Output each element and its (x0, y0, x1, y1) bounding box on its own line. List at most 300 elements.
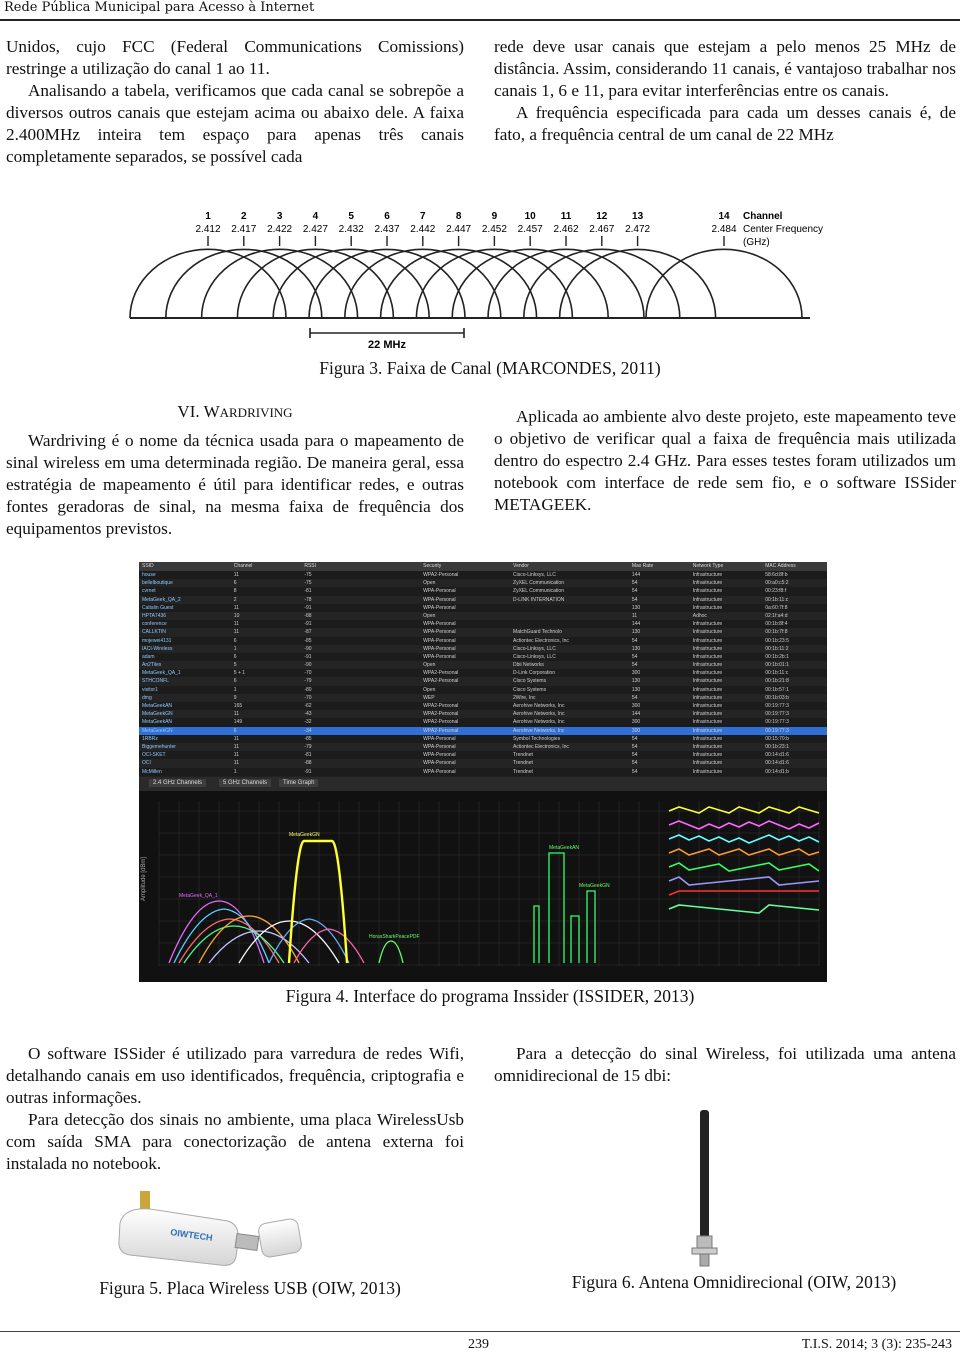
column-header[interactable]: RSSI (304, 563, 317, 569)
left-column-bottom (6, 1043, 464, 1175)
table-cell: 6 (233, 678, 237, 685)
channel-number: 3 (276, 211, 283, 222)
table-cell: Open (423, 580, 436, 587)
channel-overlap-diagram (0, 200, 960, 355)
table-cell: -79 (304, 743, 312, 750)
table-cell: Actiontec Electronics, Inc (513, 743, 569, 750)
table-cell: -81 (304, 588, 312, 595)
table-cell: ZyXEL Communication (513, 588, 564, 595)
table-cell: 00:19:77:3 (765, 703, 789, 709)
paragraph: Aplicada ao ambiente alvo deste projeto, este mapeamento teve o objetivo de verificar qual a faixa de frequência mais utilizada dentro do espectro 2.4 GHz. Para esses testes foram utilizados um notebook com interface de rede sem fio, e o software ISSider METAGEEK. (494, 407, 956, 514)
table-cell: Infrastructure (692, 768, 723, 775)
table-cell: Infrastructure (692, 752, 723, 759)
table-cell: 00:15:70:b (765, 735, 789, 742)
channel-number: 8 (455, 211, 462, 222)
table-cell: 00:1b:11:c (765, 670, 789, 677)
table-cell: OCI-SKET (142, 752, 166, 759)
table-cell: 300 (631, 703, 641, 709)
table-cell: WPA-Personal (423, 768, 456, 775)
table-cell: WPA-Personal (423, 653, 456, 660)
channel-number: 10 (524, 211, 536, 222)
channel-number: 5 (348, 211, 354, 222)
omnidirectional-antenna-image (680, 1108, 730, 1268)
table-cell: 00:19:77:3 (765, 727, 789, 734)
footer-rule (0, 1331, 960, 1332)
table-cell: McMillen (142, 768, 162, 775)
table-cell: 02:1f:a4:d (765, 612, 788, 619)
table-cell: dmg (142, 694, 152, 701)
usb-wireless-adapter-image (110, 1183, 310, 1273)
width-label: 22 MHz (368, 339, 406, 351)
table-cell: Adhoc (692, 612, 707, 619)
channel-frequency: 2.442 (410, 224, 436, 235)
table-cell: cvrnet (142, 588, 156, 595)
table-cell: -70 (304, 670, 312, 677)
table-cell: 6 (233, 580, 237, 587)
tab-24ghz[interactable]: 2.4 GHz Channels (149, 779, 206, 787)
channel-frequency: 2.447 (446, 224, 472, 235)
paragraph: A frequência especificada para cada um desses canais é, de fato, a frequência central de um canal de 22 MHz (494, 103, 956, 144)
table-cell (510, 612, 629, 620)
inssider-screenshot (139, 562, 827, 982)
channel-number: 9 (491, 211, 498, 222)
table-cell: -62 (304, 703, 312, 709)
table-cell: 54 (631, 743, 638, 750)
table-cell: MatchGuard Technolo (513, 629, 562, 636)
table-cell: 00:1b:03:b (765, 694, 789, 701)
table-cell: Open (423, 612, 436, 619)
table-row[interactable] (139, 702, 827, 710)
table-cell: -34 (304, 727, 312, 734)
table-cell: 54 (631, 760, 638, 767)
column-header[interactable]: Network Type (692, 563, 724, 569)
table-cell: Infrastructure (692, 711, 723, 718)
table-cell: Symbol Technologies (513, 735, 561, 742)
table-cell: Infrastructure (692, 662, 723, 669)
table-row[interactable] (139, 669, 827, 677)
table-cell: WPA2-Personal (423, 703, 459, 709)
table-cell: Trendnet (513, 760, 533, 767)
table-cell: Infrastructure (692, 572, 723, 578)
table-cell: MetaGeek_QA_1 (142, 670, 181, 677)
table-cell: Infrastructure (692, 727, 723, 734)
figure-4-caption: Figura 4. Interface do programa Inssider (ISSIDER, 2013) (285, 986, 695, 1006)
table-cell: -85 (304, 637, 312, 644)
table-cell: Infrastructure (692, 596, 723, 603)
section-heading: VI. WARDRIVING (177, 402, 293, 421)
table-cell: WPA-Personal (423, 588, 456, 595)
tab-bar (139, 777, 827, 791)
table-cell: 00:1b:01:1 (765, 662, 789, 669)
table-cell: 00:1b:2b:1 (765, 653, 789, 660)
channel-frequency: 2.484 (711, 224, 737, 235)
table-cell: 00:23:f8:f (765, 588, 787, 595)
channel-frequency: 2.437 (374, 224, 400, 235)
paragraph: Para detecção dos sinais no ambiente, uma placa WirelessUsb com saída SMA para conectorização de antena externa foi instalada no notebook. (6, 1110, 464, 1173)
channel-arc (273, 249, 429, 318)
table-cell: 11 (233, 752, 239, 759)
table-cell: Cisco-Linksys, LLC (513, 645, 556, 652)
table-cell: WPA2-Personal (423, 678, 459, 685)
table-row[interactable] (139, 645, 827, 653)
table-row[interactable] (139, 653, 827, 661)
table-row[interactable] (139, 735, 827, 743)
table-cell: 9 (233, 694, 237, 701)
table-row[interactable] (139, 620, 827, 628)
table-cell: 11 (631, 612, 638, 619)
table-cell: 1RBRz (142, 735, 158, 742)
right-column-mid (494, 406, 956, 516)
table-cell: WPA2-Personal (423, 719, 459, 726)
table-cell: 00:19:77:3 (765, 719, 789, 726)
table-cell: Open (423, 686, 436, 693)
table-cell: 00:14:d1:b (765, 768, 789, 775)
table-cell: 130 (631, 686, 641, 693)
table-cell: Dbii Networks (513, 662, 544, 669)
graph-tag: MetaGeekGN (289, 832, 320, 838)
table-cell: 165 (233, 703, 243, 709)
channel-frequency: 2.457 (517, 224, 543, 235)
table-cell: WPA-Personal (423, 637, 456, 644)
table-cell: -85 (304, 735, 312, 742)
table-cell: -91 (304, 621, 312, 628)
table-cell: 300 (631, 670, 641, 677)
table-cell: 54 (631, 580, 638, 587)
table-row[interactable] (139, 727, 827, 735)
table-cell: 00:1b:57:1 (765, 686, 789, 693)
table-cell: Aerohive Networks, Inc (513, 719, 565, 726)
table-cell: WPA-Personal (423, 596, 456, 603)
table-cell: WPA-Personal (423, 645, 456, 652)
table-cell: 300 (631, 727, 641, 734)
legend-channel: Channel (743, 211, 783, 222)
channel-arc (130, 249, 286, 318)
table-cell: 144 (631, 572, 641, 578)
table-cell: MetaGeekAN (142, 703, 173, 709)
table-cell: MetaGeekGN (142, 727, 173, 734)
table-cell: 00:1b:21:8 (765, 678, 789, 685)
table-cell (510, 620, 629, 628)
table-row[interactable] (139, 628, 827, 636)
table-row[interactable] (139, 661, 827, 669)
table-row[interactable] (139, 579, 827, 587)
running-header: Rede Pública Municipal para Acesso à Internet (4, 0, 315, 15)
table-cell: Infrastructure (692, 653, 723, 660)
table-cell: Infrastructure (692, 670, 723, 677)
channel-number: 1 (205, 211, 211, 222)
table-cell: 11 (233, 743, 239, 750)
graph-tag: MetaGeekGN (579, 883, 610, 889)
table-cell: -90 (304, 662, 312, 669)
table-cell: Infrastructure (692, 645, 723, 652)
table-cell: mojewei4131 (142, 637, 172, 644)
table-cell: 00:1b:11:c (765, 596, 789, 603)
table-cell: WPA-Personal (423, 621, 456, 628)
table-cell: 54 (631, 768, 638, 775)
table-cell: Aerohive Networks, Inc (513, 727, 565, 734)
channel-frequency: 2.427 (302, 224, 328, 235)
column-header[interactable]: Max Rate (631, 563, 654, 569)
table-cell: Aerohive Networks, Inc (513, 703, 565, 709)
table-cell: An2Tiles (142, 662, 162, 669)
sma-connector (140, 1191, 150, 1209)
table-cell: Infrastructure (692, 678, 723, 685)
table-cell: 54 (631, 735, 638, 742)
table-cell: 130 (631, 604, 641, 611)
table-cell: MetaGeekGN (142, 711, 173, 718)
channel-number: 4 (312, 211, 319, 222)
channel-arc (381, 249, 537, 318)
table-cell: Infrastructure (692, 621, 723, 628)
paragraph: Unidos, cujo FCC (Federal Communications Comissions) restringe a utilização do canal 1 ao 11. (6, 37, 464, 78)
table-cell: -75 (304, 572, 312, 578)
table-cell: D-Link Corporation (513, 670, 555, 677)
tab-5ghz[interactable]: 5 GHz Channels (219, 779, 271, 787)
table-cell: Infrastructure (692, 743, 723, 750)
table-cell: 00:1b:8f:4 (765, 621, 788, 628)
usb-plug (235, 1234, 259, 1251)
journal-reference: T.I.S. 2014; 3 (3): 235-243 (801, 1337, 952, 1352)
table-cell: conference (142, 621, 167, 628)
table-cell: 54 (631, 596, 638, 603)
table-cell: Infrastructure (692, 703, 723, 709)
table-cell: 144 (631, 621, 641, 628)
y-axis-label: Amplitude [dBm] (141, 856, 147, 901)
table-row[interactable] (139, 718, 827, 726)
table-cell: CALLKTIN (142, 629, 166, 636)
table-row[interactable] (139, 751, 827, 759)
table-cell: Infrastructure (692, 719, 723, 726)
table-cell: -80 (304, 686, 312, 693)
table-cell: OCI (142, 760, 151, 767)
table-cell: -88 (304, 612, 312, 619)
channel-arc (237, 249, 393, 318)
usb-cap (257, 1218, 302, 1258)
table-row[interactable] (139, 587, 827, 595)
table-cell: MetaGeekAN (142, 719, 173, 726)
channel-frequency: 2.462 (553, 224, 579, 235)
table-cell (510, 604, 629, 612)
table-cell: -70 (304, 694, 312, 701)
channel-arc (166, 249, 322, 318)
table-cell: Infrastructure (692, 588, 723, 595)
table-cell: 300 (631, 719, 641, 726)
right-column-top (494, 36, 956, 146)
table-cell: 00:1b:7f:8 (765, 629, 788, 636)
channel-number: 2 (241, 211, 247, 222)
table-cell: WEP (423, 694, 435, 701)
channel-arc (560, 249, 716, 318)
table-cell: -90 (304, 645, 312, 652)
table-cell: WPA2-Personal (423, 572, 459, 578)
channel-frequency: 2.412 (195, 224, 221, 235)
table-row[interactable] (139, 677, 827, 685)
table-cell: -81 (304, 752, 312, 759)
page-number: 239 (468, 1337, 489, 1352)
left-column-top (6, 36, 464, 168)
table-cell: 11 (233, 735, 239, 742)
table-cell: WPA-Personal (423, 604, 456, 611)
table-cell: 8 (233, 588, 237, 595)
table-row[interactable] (139, 637, 827, 645)
table-cell: 1 (233, 645, 237, 652)
column-header[interactable]: Security (423, 563, 442, 569)
table-cell: WPA-Personal (423, 735, 456, 742)
figure-5-caption: Figura 5. Placa Wireless USB (OIW, 2013) (99, 1278, 401, 1298)
table-cell: 5 (233, 662, 237, 669)
channel-number: 13 (632, 211, 644, 222)
table-cell: Biggemehunter (142, 743, 176, 750)
table-cell: 149 (233, 719, 243, 726)
table-cell: Trendnet (513, 768, 533, 775)
table-cell: 00:a0:c5:2 (765, 580, 789, 587)
table-cell: 11 (233, 572, 239, 578)
channel-number: 7 (420, 211, 426, 222)
table-cell: Cisco Systems (513, 686, 547, 693)
column-header[interactable]: MAC Address (765, 563, 796, 569)
figure-6-caption: Figura 6. Antena Omnidirecional (OIW, 2013) (571, 1272, 897, 1292)
table-cell: bellelboutique (142, 580, 173, 587)
table-cell: Infrastructure (692, 694, 723, 701)
table-cell: HPTA7436 (142, 612, 167, 619)
table-cell: -87 (304, 629, 312, 636)
table-cell: 00:1b:23:1 (765, 743, 789, 750)
table-cell: -88 (304, 760, 312, 767)
channel-arc (452, 249, 608, 318)
table-cell: 130 (631, 645, 641, 652)
table-row[interactable] (139, 759, 827, 767)
table-cell: 1 (233, 686, 237, 693)
table-cell: WPA2-Personal (423, 727, 459, 734)
table-cell: Infrastructure (692, 629, 723, 636)
graph-tag: MetaGeek_QA_1 (179, 893, 218, 899)
table-cell: Trendnet (513, 752, 533, 759)
right-column-bottom (494, 1043, 956, 1087)
table-cell: 00:14:d1:6 (765, 760, 789, 767)
table-cell: adam (142, 653, 155, 660)
table-cell: 130 (631, 678, 641, 685)
paragraph: Wardriving é o nome da técnica usada para o mapeamento de sinal wireless em uma determinada região. De maneira geral, essa estratégia de mapeamento é útil para identificar redes, e outras fontes geradoras de sinal, na mesma faixa de frequência dos equipamentos previstos. (6, 431, 464, 538)
table-cell: -32 (304, 719, 312, 726)
table-cell: Cisco Systems (513, 678, 547, 685)
figure-3-caption: Figura 3. Faixa de Canal (MARCONDES, 2011) (319, 358, 661, 378)
table-cell: 00:1b:11:2 (765, 645, 789, 652)
channel-frequency: 2.472 (625, 224, 651, 235)
channel-frequency: 2.422 (267, 224, 293, 235)
table-cell: 54 (631, 694, 638, 701)
column-header[interactable]: SSID (142, 563, 154, 569)
table-cell: Cisco-Linksys, LLC (513, 572, 556, 578)
table-cell: Infrastructure (692, 686, 723, 693)
table-cell: 00:14:d1:6 (765, 752, 789, 759)
graph-tag: HorasSharkPeacePDF (369, 934, 420, 940)
channel-frequency: 2.432 (338, 224, 364, 235)
table-cell: 144 (631, 711, 641, 718)
paragraph: rede deve usar canais que estejam a pelo menos 25 MHz de distância. Assim, considerando 11 canais, é vantajoso trabalhar nos canais 1, 6 e 11, para evitar interferências entre os canais. (494, 37, 956, 100)
table-cell: 11 (233, 621, 239, 628)
table-cell: IACI-Wireless (142, 645, 173, 652)
table-cell: 54 (631, 588, 638, 595)
table-cell: 2Wire, Inc (513, 694, 536, 701)
table-cell: Infrastructure (692, 637, 723, 644)
table-cell: 11 (233, 629, 239, 636)
column-header[interactable]: Channel (233, 563, 253, 569)
column-header[interactable]: Vendor (513, 563, 529, 569)
channel-arc (309, 249, 465, 318)
channel-number: 14 (718, 211, 730, 222)
table-row[interactable] (139, 612, 827, 620)
left-column-mid (6, 430, 464, 540)
channel-arc (416, 249, 572, 318)
table-row[interactable] (139, 686, 827, 694)
table-cell: Open (423, 662, 436, 669)
channel-number: 6 (384, 211, 390, 222)
table-cell: 54 (631, 637, 638, 644)
table-cell: Cisco-Linksys, LLC (513, 653, 556, 660)
table-cell: Infrastructure (692, 760, 723, 767)
table-cell: 6 (233, 653, 237, 660)
table-row[interactable] (139, 710, 827, 718)
table-cell: 54 (631, 662, 638, 669)
channel-arc (488, 249, 644, 318)
table-cell: 5 + 1 (233, 670, 246, 677)
brand-logo: OIWTECH (169, 1227, 214, 1243)
table-cell: 6 (233, 637, 237, 644)
table-cell: 0a:60:7f:8 (765, 604, 788, 611)
table-cell: MetaGeek_QA_2 (142, 596, 181, 603)
table-cell: Aerohive Networks, Inc (513, 711, 565, 718)
table-cell: 2 (233, 596, 237, 603)
table-cell: WPA2-Personal (423, 670, 459, 677)
table-cell: 11 (233, 711, 239, 718)
table-cell: -78 (304, 596, 312, 603)
table-row[interactable] (139, 571, 827, 579)
table-cell: -91 (304, 653, 312, 660)
table-cell: -91 (304, 768, 312, 775)
paragraph: O software ISSider é utilizado para varredura de redes Wifi, detalhando canais em uso identificados, frequência, criptografia e outras informações. (6, 1044, 464, 1107)
table-cell: visitor1 (142, 686, 158, 693)
table-row[interactable] (139, 604, 827, 612)
table-cell: WPA-Personal (423, 629, 456, 636)
graph-tag: MetaGeekAN (549, 845, 580, 851)
table-row[interactable] (139, 743, 827, 751)
table-cell: WPA2-Personal (423, 711, 459, 718)
header-rule (0, 19, 960, 21)
tab-time-graph[interactable]: Time Graph (279, 779, 318, 787)
table-row[interactable] (139, 694, 827, 702)
legend-frequency-unit: (GHz) (743, 237, 770, 248)
table-cell: 1 (233, 768, 237, 775)
table-cell: D-LINK INTERNATION (513, 596, 565, 603)
table-cell: WPA-Personal (423, 743, 456, 750)
table-cell: -91 (304, 604, 312, 611)
table-cell: WPA-Personal (423, 752, 456, 759)
channel-frequency: 2.467 (589, 224, 615, 235)
table-header (139, 562, 827, 571)
table-row[interactable] (139, 768, 827, 776)
legend-frequency: Center Frequency (743, 224, 824, 235)
table-row[interactable] (139, 596, 827, 604)
table-cell: 130 (631, 629, 641, 636)
table-cell: 00:19:77:3 (765, 711, 789, 718)
channel-arc (345, 249, 501, 318)
table-cell: 58:6d:8f:b (765, 572, 788, 578)
table-cell: 54 (631, 752, 638, 759)
table-cell: -43 (304, 711, 312, 718)
paragraph: Analisando a tabela, verificamos que cada canal se sobrepõe a diversos outros canais que estejam acima ou abaixo dele. A faixa 2.400MHz inteira tem espaço para apenas três canais completamente separados, se possível cada (6, 81, 464, 166)
table-cell: STHCONFL (142, 678, 169, 685)
table-cell: WPA-Personal (423, 760, 456, 767)
